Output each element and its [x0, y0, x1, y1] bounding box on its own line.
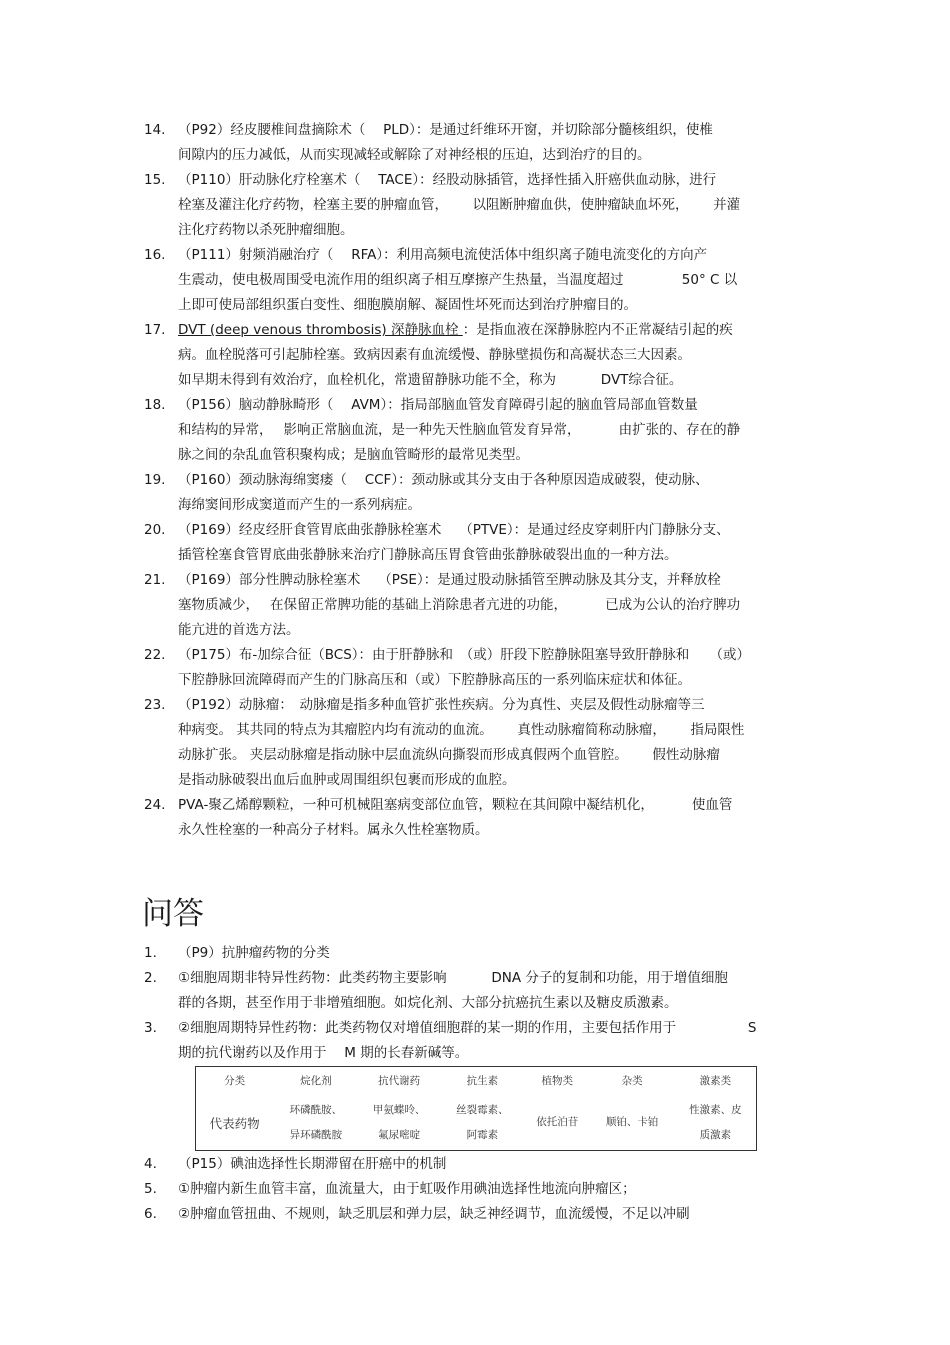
item-text-line: 动脉扩张。 夹层动脉瘤是指动脉中层血流纵向撕裂而形成真假两个血管腔。 假性动脉瘤: [178, 747, 720, 763]
item-text-line: 塞物质减少， 在保留正常脾功能的基础上消除患者亢进的功能， 已成为公认的治疗脾功: [178, 597, 741, 613]
item-text-line: ①肿瘤内新生血管丰富，血流量大，由于虹吸作用碘油选择性地流向肿瘤区；: [178, 1181, 636, 1197]
item-text-line: 生震动，使电极周围受电流作用的组织离子相互摩擦产生热量，当温度超过 50° C 以: [178, 272, 738, 288]
item-text-line: 永久性栓塞的一种高分子材料。属永久性栓塞物质。: [178, 822, 489, 838]
list-item: [144, 393, 810, 468]
item-text-line: ②细胞周期特异性药物：此类药物仅对增值细胞群的某一期的作用，主要包括作用于 S: [178, 1020, 757, 1036]
item-text-line: PVA-聚乙烯醇颗粒，一种可机械阻塞病变部位血管，颗粒在其间隙中凝结机化， 使血管: [178, 797, 733, 813]
item-text-line: 能亢进的首选方法。: [178, 622, 300, 638]
section-heading: 问答: [142, 896, 204, 932]
table-cell: 依托泊苷: [536, 1116, 579, 1128]
item-text-line: 种病变。 其共同的特点为其瘤腔内均有流动的血流。 真性动脉瘤简称动脉瘤， 指局限性: [178, 722, 745, 738]
table-row-label: 代表药物: [209, 1115, 260, 1131]
item-text-line: DVT (deep venous thrombosis) 深静脉血栓 ：是指血液在深静脉腔内不正常凝结引起的疾: [178, 322, 733, 338]
item-number: 2.: [144, 970, 157, 986]
item-number: 14.: [144, 122, 166, 138]
item-text-line: 海绵窦间形成窦道而产生的一系列病症。: [178, 497, 421, 513]
item-number: 24.: [144, 797, 166, 813]
item-text-line: （P110）肝动脉化疗栓塞术（ TACE）：经股动脉插管，选择性插入肝癌供血动脉，进行: [178, 172, 717, 188]
list-item: [144, 966, 810, 1016]
item-text-line: 如早期未得到有效治疗，血栓机化，常遗留静脉功能不全，称为 DVT综合征。: [178, 372, 683, 388]
item-text-line: ②肿瘤血管扭曲、不规则，缺乏肌层和弹力层，缺乏神经调节，血流缓慢，不足以冲刷: [178, 1206, 690, 1222]
item-text-line: 间隙内的压力减低，从而实现减轻或解除了对神经根的压迫，达到治疗的目的。: [178, 147, 651, 163]
item-text-line: （P160）颈动脉海绵窦瘘（ CCF）：颈动脉或其分支由于各种原因造成破裂，使动脉、: [178, 472, 709, 488]
table-row: [195, 1094, 757, 1151]
item-text-line: （P111）射频消融治疗（ RFA）：利用高频电流使活体中组织离子随电流变化的方向产: [178, 247, 708, 263]
item-text-line: 栓塞及灌注化疗药物，栓塞主要的肿瘤血管， 以阻断肿瘤血供，使肿瘤缺血坏死， 并灌: [178, 197, 741, 213]
table-header-cell: 杂类: [621, 1074, 643, 1087]
list-item: [144, 568, 810, 643]
drug-classification-table: [195, 1066, 757, 1151]
item-text-line: 脉之间的杂乱血管积聚构成；是脑血管畸形的最常见类型。: [178, 447, 529, 463]
item-number: 1.: [144, 945, 157, 961]
item-text-line: （P9）抗肿瘤药物的分类: [178, 945, 330, 961]
table-header-cell: 抗代谢药: [378, 1074, 421, 1087]
table-cell: 甲氨蝶呤、 氟尿嘧啶: [372, 1103, 426, 1141]
item-text-line: 群的各期，甚至作用于非增殖细胞。如烷化剂、大部分抗癌抗生素以及糖皮质激素。: [178, 995, 678, 1011]
item-number: 6.: [144, 1206, 157, 1222]
item-text-line: （P156）脑动静脉畸形（ AVM）：指局部脑血管发育障碍引起的脑血管局部血管数量: [178, 397, 698, 413]
definitions-list: [144, 118, 810, 843]
list-item: [144, 318, 810, 393]
list-item: [144, 793, 810, 843]
item-text-line: （P169）经皮经肝食管胃底曲张静脉栓塞术 （PTVE）：是通过经皮穿刺肝内门静脉分支、: [178, 522, 730, 538]
item-number: 22.: [144, 647, 166, 663]
list-item: [144, 168, 810, 243]
table-header-cell: 烷化剂: [300, 1074, 332, 1087]
table-header-cell: 抗生素: [466, 1074, 499, 1087]
list-item: [144, 941, 810, 966]
item-number: 18.: [144, 397, 166, 413]
item-text-line: 插管栓塞食管胃底曲张静脉来治疗门静脉高压胃食管曲张静脉破裂出血的一种方法。: [178, 547, 678, 563]
item-text-line: 期的抗代谢药以及作用于 M 期的长春新碱等。: [178, 1045, 469, 1061]
underlined-term: DVT (deep venous thrombosis) 深静脉血栓: [178, 322, 463, 338]
table-header-cell: 分类: [224, 1074, 246, 1087]
item-text-line: （P169）部分性脾动脉栓塞术 （PSE）：是通过股动脉插管至脾动脉及其分支，并释放栓: [178, 572, 721, 588]
list-item: [144, 468, 810, 518]
item-number: 16.: [144, 247, 166, 263]
item-number: 19.: [144, 472, 166, 488]
qa-list-top: [144, 941, 810, 1066]
item-text-line: （P175）布-加综合征（BCS）：由于肝静脉和 （或）肝段下腔静脉阻塞导致肝静脉和 （或）: [178, 647, 751, 663]
list-item: [144, 118, 810, 168]
table-cell: 顺铂、卡铂: [605, 1116, 659, 1128]
table-cell: 环磷酰胺、 异环磷酰胺: [289, 1103, 343, 1141]
item-text-line: 病。血栓脱落可引起肺栓塞。致病因素有血流缓慢、静脉壁损伤和高凝状态三大因素。: [178, 347, 691, 363]
list-item: [144, 1152, 810, 1177]
item-number: 17.: [144, 322, 166, 338]
item-text-line: ①细胞周期非特异性药物：此类药物主要影响 DNA 分子的复制和功能，用于增值细胞: [178, 970, 728, 986]
list-item: [144, 518, 810, 568]
item-text-line: 注化疗药物以杀死肿瘤细胞。: [178, 222, 354, 238]
table-cell: 丝裂霉素、 阿霉素: [456, 1103, 509, 1141]
list-item: [144, 243, 810, 318]
item-number: 15.: [144, 172, 166, 188]
item-text-line: （P192）动脉瘤： 动脉瘤是指多种血管扩张性疾病。分为真性、夹层及假性动脉瘤等三: [178, 697, 705, 713]
list-item: [144, 643, 810, 693]
item-number: 3.: [144, 1020, 157, 1036]
qa-list-bottom: [144, 1152, 810, 1227]
item-text-line: （P15）碘油选择性长期滞留在肝癌中的机制: [178, 1156, 447, 1172]
item-text-line: 下腔静脉回流障碍而产生的门脉高压和（或）下腔静脉高压的一系列临床症状和体征。: [178, 672, 691, 688]
list-item: [144, 1016, 810, 1066]
item-text-line: 和结构的异常， 影响正常脑血流，是一种先天性脑血管发育异常， 由扩张的、存在的静: [178, 422, 741, 438]
item-text-line: 上即可使局部组织蛋白变性、细胞膜崩解、凝固性坏死而达到治疗肿瘤目的。: [178, 297, 637, 313]
item-number: 23.: [144, 697, 166, 713]
table-header-cell: 植物类: [541, 1074, 573, 1087]
item-number: 21.: [144, 572, 166, 588]
item-text-line: 是指动脉破裂出血后血肿或周围组织包裹而形成的血腔。: [178, 772, 516, 788]
item-number: 4.: [144, 1156, 157, 1172]
item-number: 20.: [144, 522, 166, 538]
list-item: [144, 1177, 810, 1202]
list-item: [144, 1202, 810, 1227]
table-cell: 性激素、皮 质激素: [689, 1103, 742, 1141]
item-number: 5.: [144, 1181, 157, 1197]
list-item: [144, 693, 810, 793]
table-header-row: [195, 1066, 757, 1094]
table-header-cell: 激素类: [699, 1074, 732, 1087]
item-text-line: （P92）经皮腰椎间盘摘除术（ PLD）：是通过纤维环开窗，并切除部分髓核组织，使椎: [178, 122, 713, 138]
